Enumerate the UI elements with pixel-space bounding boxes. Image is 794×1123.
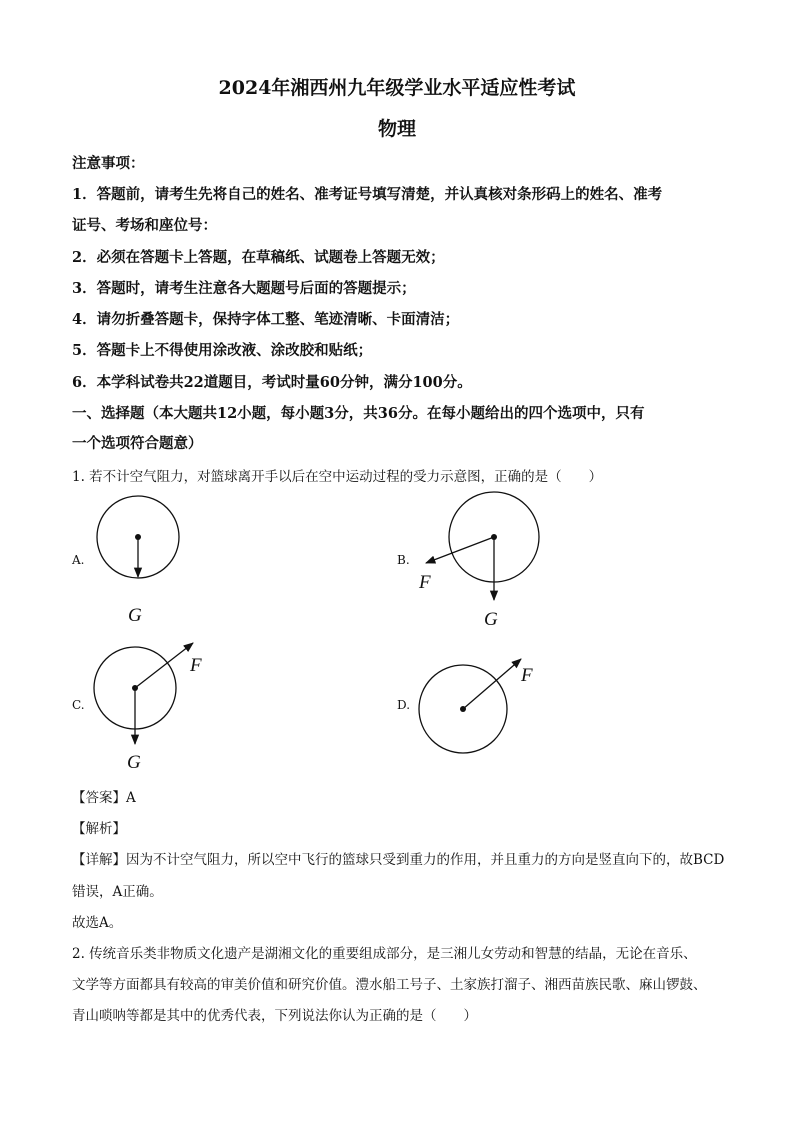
analysis-title: 【解析】 bbox=[72, 821, 126, 837]
notice-item: 1．答题前，请考生先将自己的姓名、准考证号填写清楚，并认真核对条形码上的姓名、准考 bbox=[72, 186, 663, 203]
answer: 【答案】A bbox=[72, 790, 136, 806]
force-label: F bbox=[190, 655, 202, 676]
option-b-label: B. bbox=[397, 553, 410, 567]
section-heading: 一、选择题（本大题共12小题，每小题3分，共36分。在每小题给出的四个选项中，只有 bbox=[72, 405, 645, 422]
detail-text-cont: 错误，A正确。 bbox=[72, 884, 163, 900]
question-2-stem-cont: 文学等方面都具有较高的审美价值和研究价值。澧水船工号子、土家族打溜子、湘西苗族民歌、麻山锣鼓、 bbox=[72, 977, 707, 993]
force-label: F bbox=[419, 572, 431, 593]
notice-heading: 注意事项： bbox=[72, 155, 145, 172]
notice-item: 证号、考场和座位号： bbox=[72, 217, 217, 234]
notice-item: 5．答题卡上不得使用涂改液、涂改胶和贴纸； bbox=[72, 342, 373, 359]
gravity-label: G bbox=[128, 605, 142, 626]
notice-item: 4．请勿折叠答题卡，保持字体工整、笔迹清晰、卡面清洁； bbox=[72, 311, 460, 328]
question-2-stem: 2. 传统音乐类非物质文化遗产是湖湘文化的重要组成部分，是三湘儿女劳动和智慧的结晶，无论在音乐、 bbox=[72, 946, 697, 962]
force-arrow bbox=[135, 643, 193, 688]
option-a-diagram bbox=[90, 495, 190, 630]
option-d-label: D. bbox=[397, 698, 411, 712]
option-d-diagram bbox=[415, 650, 555, 760]
question-1-stem: 1. 若不计空气阻力，对篮球离开手以后在空中运动过程的受力示意图，正确的是（ ） bbox=[72, 469, 603, 485]
force-label: F bbox=[521, 665, 533, 686]
exam-title: 2024年湘西州九年级学业水平适应性考试 bbox=[218, 77, 576, 99]
notice-item: 2．必须在答题卡上答题，在草稿纸、试题卷上答题无效； bbox=[72, 249, 445, 266]
option-a-label: A. bbox=[72, 553, 85, 567]
gravity-label: G bbox=[127, 752, 141, 773]
notice-item: 6．本学科试卷共22道题目，考试时量60分钟，满分100分。 bbox=[72, 374, 472, 391]
notice-item: 3．答题时，请考生注意各大题题号后面的答题提示； bbox=[72, 280, 416, 297]
gravity-label: G bbox=[484, 609, 498, 630]
question-2-stem-end: 青山唢呐等都是其中的优秀代表，下列说法你认为正确的是（ ） bbox=[72, 1008, 477, 1024]
option-c-label: C. bbox=[72, 698, 85, 712]
force-arrow bbox=[426, 537, 494, 563]
detail-text: 【详解】因为不计空气阻力，所以空中飞行的篮球只受到重力的作用，并且重力的方向是竖直向下的，故BCD bbox=[72, 852, 725, 868]
option-b-diagram bbox=[410, 495, 550, 635]
section-heading-cont: 一个选项符合题意） bbox=[72, 435, 203, 452]
subject-title: 物理 bbox=[377, 118, 416, 140]
conclusion: 故选A。 bbox=[72, 915, 123, 931]
option-c-diagram bbox=[90, 640, 220, 775]
